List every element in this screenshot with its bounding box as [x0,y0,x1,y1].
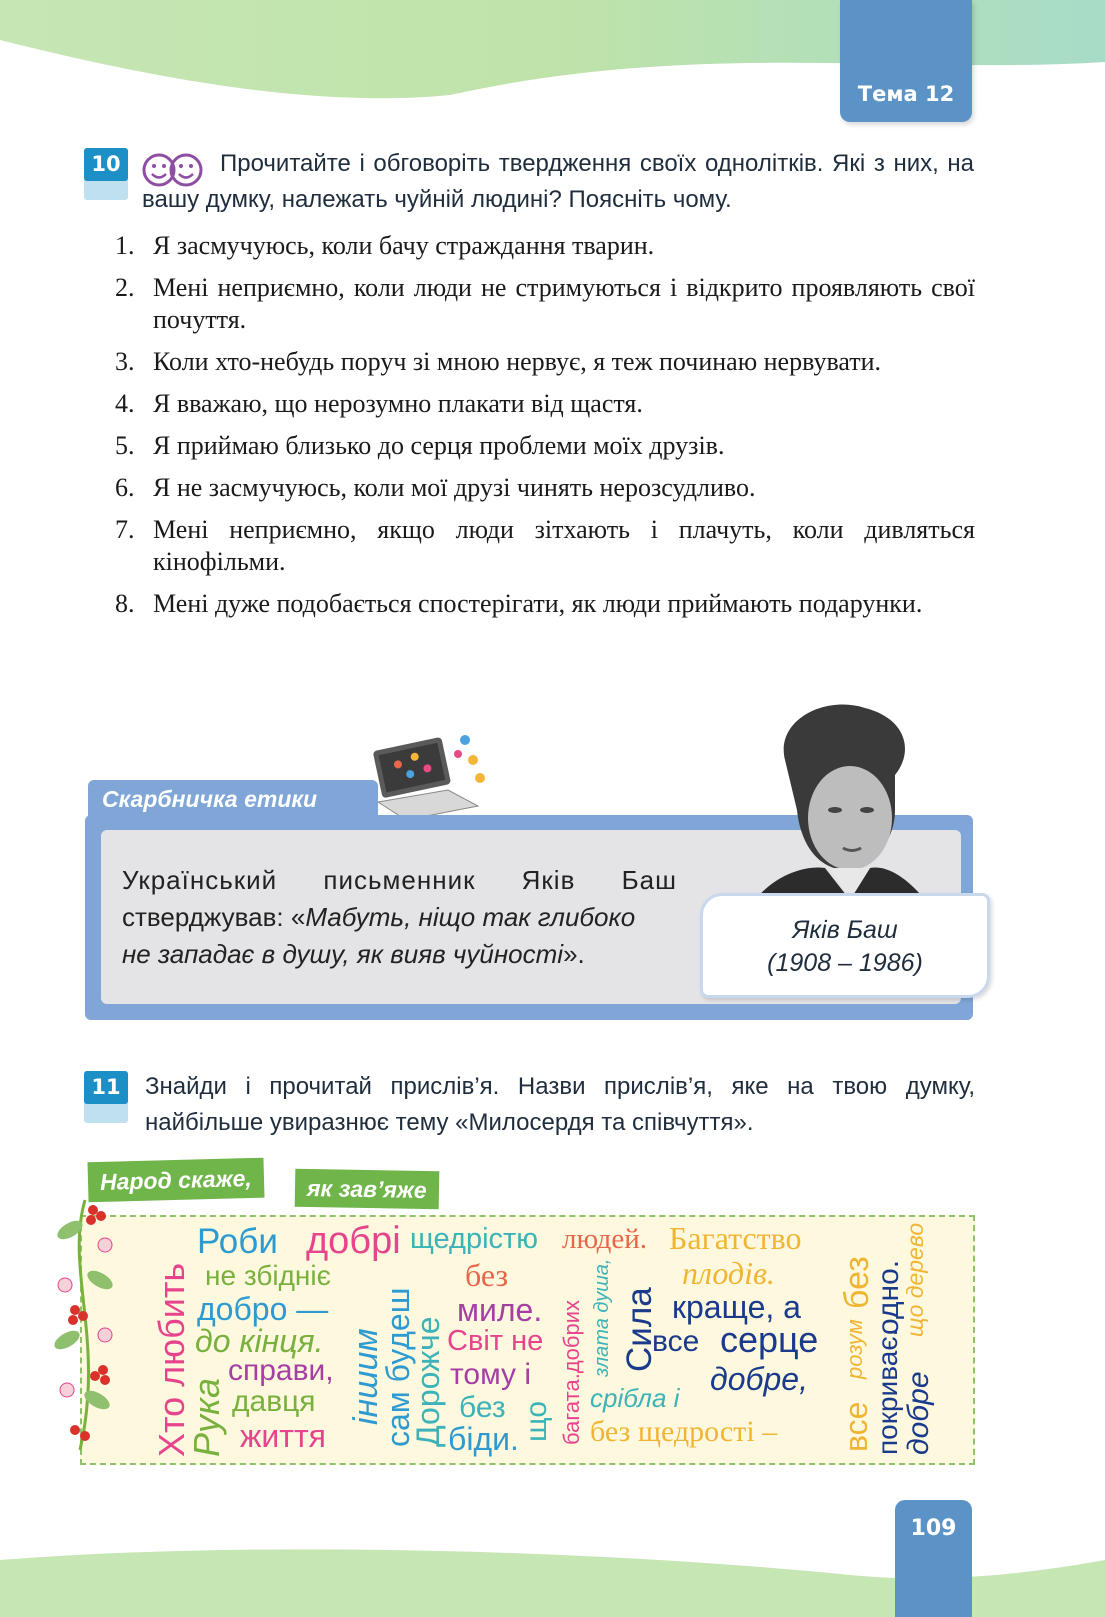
portrait-name: Яків Баш [792,916,898,944]
quote-word: Баш [621,865,677,895]
proverb-word: все [652,1325,700,1358]
statement-number: 5. [115,431,135,460]
statement-number: 8. [115,589,135,618]
proverb-word: Сила [620,1287,659,1372]
task11-instruction: Знайди і прочитай прислів’я. Назви прислів’я, яке на твою думку, найбільше увиразнює тему «Милосердя та співчуття». [145,1073,975,1136]
statement-item [115,588,975,620]
statement-number: 7. [115,515,135,544]
proverb-word: Роби [197,1222,278,1261]
proverb-word: багата.добрих [559,1300,584,1445]
proverb-word: все [838,1401,874,1452]
treasury-quote [122,862,677,973]
proverb-word: без [838,1256,876,1309]
statement-number: 6. [115,473,135,502]
proverb-word: біди. [448,1421,519,1457]
proverb-word: давця [232,1385,316,1418]
proverb-word: без щедрості – [590,1415,778,1448]
proverb-word: Світ не [447,1325,544,1357]
proverb-word: іншим [347,1328,385,1425]
proverbs-title-a: Народ скаже, [88,1158,265,1203]
proverb-word: до кінця. [195,1323,324,1359]
proverb-word: людей. [562,1223,648,1255]
task-number: 11 [84,1071,128,1104]
statement-item [115,430,975,462]
proverb-word: не збідніє [205,1260,331,1291]
proverb-word: без [465,1257,509,1293]
proverbs-title-b: як зав’яже [295,1169,439,1210]
proverb-word: добре [902,1371,935,1455]
portrait-caption [700,893,990,998]
statement-text: Я приймаю близько до серця проблеми моїх друзів. [153,431,725,460]
proverb-word: Рука [186,1377,227,1457]
statements-list [115,230,975,630]
proverb-word: покриває. [872,1328,903,1455]
topic-tab: Тема 12 [840,0,972,122]
statement-item [115,346,975,378]
quote-word: письменник [323,865,476,895]
statement-text: Коли хто-небудь поруч зі мною нервує, я теж починаю нервувати. [153,347,882,376]
proverb-word: плодів. [682,1255,775,1291]
quote-intro: стверджував: « [122,902,306,932]
portrait-years: (1908 – 1986) [767,949,923,977]
proverb-word: сам будеш [380,1287,416,1447]
statement-text: Мені дуже подобається спостерігати, як люди приймають подарунки. [153,589,923,618]
task10-instruction: Прочитайте і обговоріть твердження своїх однолітків. Які з них, на вашу думку, належать чуйній людині? Поясніть чому. [142,150,974,213]
statement-text: Я не засмучуюсь, коли мої друзі чинять нерозсудливо. [153,473,756,502]
quote-word: Український [122,865,278,895]
statement-item [115,388,975,420]
proverb-word: без [459,1391,506,1424]
proverb-word: краще, а [672,1289,801,1325]
treasury-title: Скарбничка етики [88,780,378,818]
statement-text: Мені неприємно, коли люди не стримуються і відкрито проявляють свої почуття. [153,273,975,334]
proverb-word: Багатство [669,1220,802,1256]
portrait-photo [755,700,925,900]
statement-number: 2. [115,273,135,302]
proverb-word: Хто любить [151,1262,192,1457]
statement-number: 1. [115,231,135,260]
laptop-icon [370,732,490,827]
proverb-word: що [520,1400,553,1442]
proverb-word: справи, [228,1354,334,1387]
viburnum-ornament [45,1190,125,1460]
proverb-word: життя [240,1418,326,1454]
proverbs-banner-title [80,1160,465,1205]
proverb-word: щедрістю [410,1223,539,1255]
proverb-word: добро — [197,1291,329,1327]
task-number: 10 [84,148,128,181]
proverb-word: розум [842,1319,867,1379]
quote-line-1 [122,862,677,899]
page-number: 109 [895,1500,972,1617]
proverb-word: миле. [457,1292,543,1328]
statement-text: Мені неприємно, якщо люди зітхають і плачуть, коли дивляться кінофільми. [153,515,975,576]
proverb-word: одно. [872,1259,905,1335]
statement-number: 4. [115,389,135,418]
proverb-word: срібла і [590,1383,680,1413]
proverb-word: тому і [450,1358,532,1391]
statement-item [115,230,975,262]
quote-italic-2: не западає в душу, як вияв чуйності [122,939,564,969]
statement-text: Я вважаю, що нерозумно плакати від щастя. [153,389,643,418]
task-number-badge [84,1071,128,1123]
quote-line-2 [122,899,677,936]
statement-number: 3. [115,347,135,376]
proverbs-word-cloud [80,1215,975,1465]
proverb-word: добрі [306,1220,401,1262]
statement-item [115,472,975,504]
proverb-word: злата душа, [591,1258,613,1377]
quote-end: ». [563,939,585,969]
proverb-word: що дерево [902,1222,928,1337]
statement-item [115,272,975,336]
task-number-badge [84,148,128,200]
quote-line-3 [122,936,677,973]
quote-italic-1: Мабуть, ніщо так глибоко [305,902,636,932]
quote-word: Яків [521,865,576,895]
proverb-word: Дорожче [410,1316,446,1447]
statement-item [115,514,975,578]
proverb-word: серце [720,1319,819,1360]
statement-text: Я засмучуюсь, коли бачу страждання тварин. [153,231,655,260]
proverb-word: добре, [710,1361,808,1397]
